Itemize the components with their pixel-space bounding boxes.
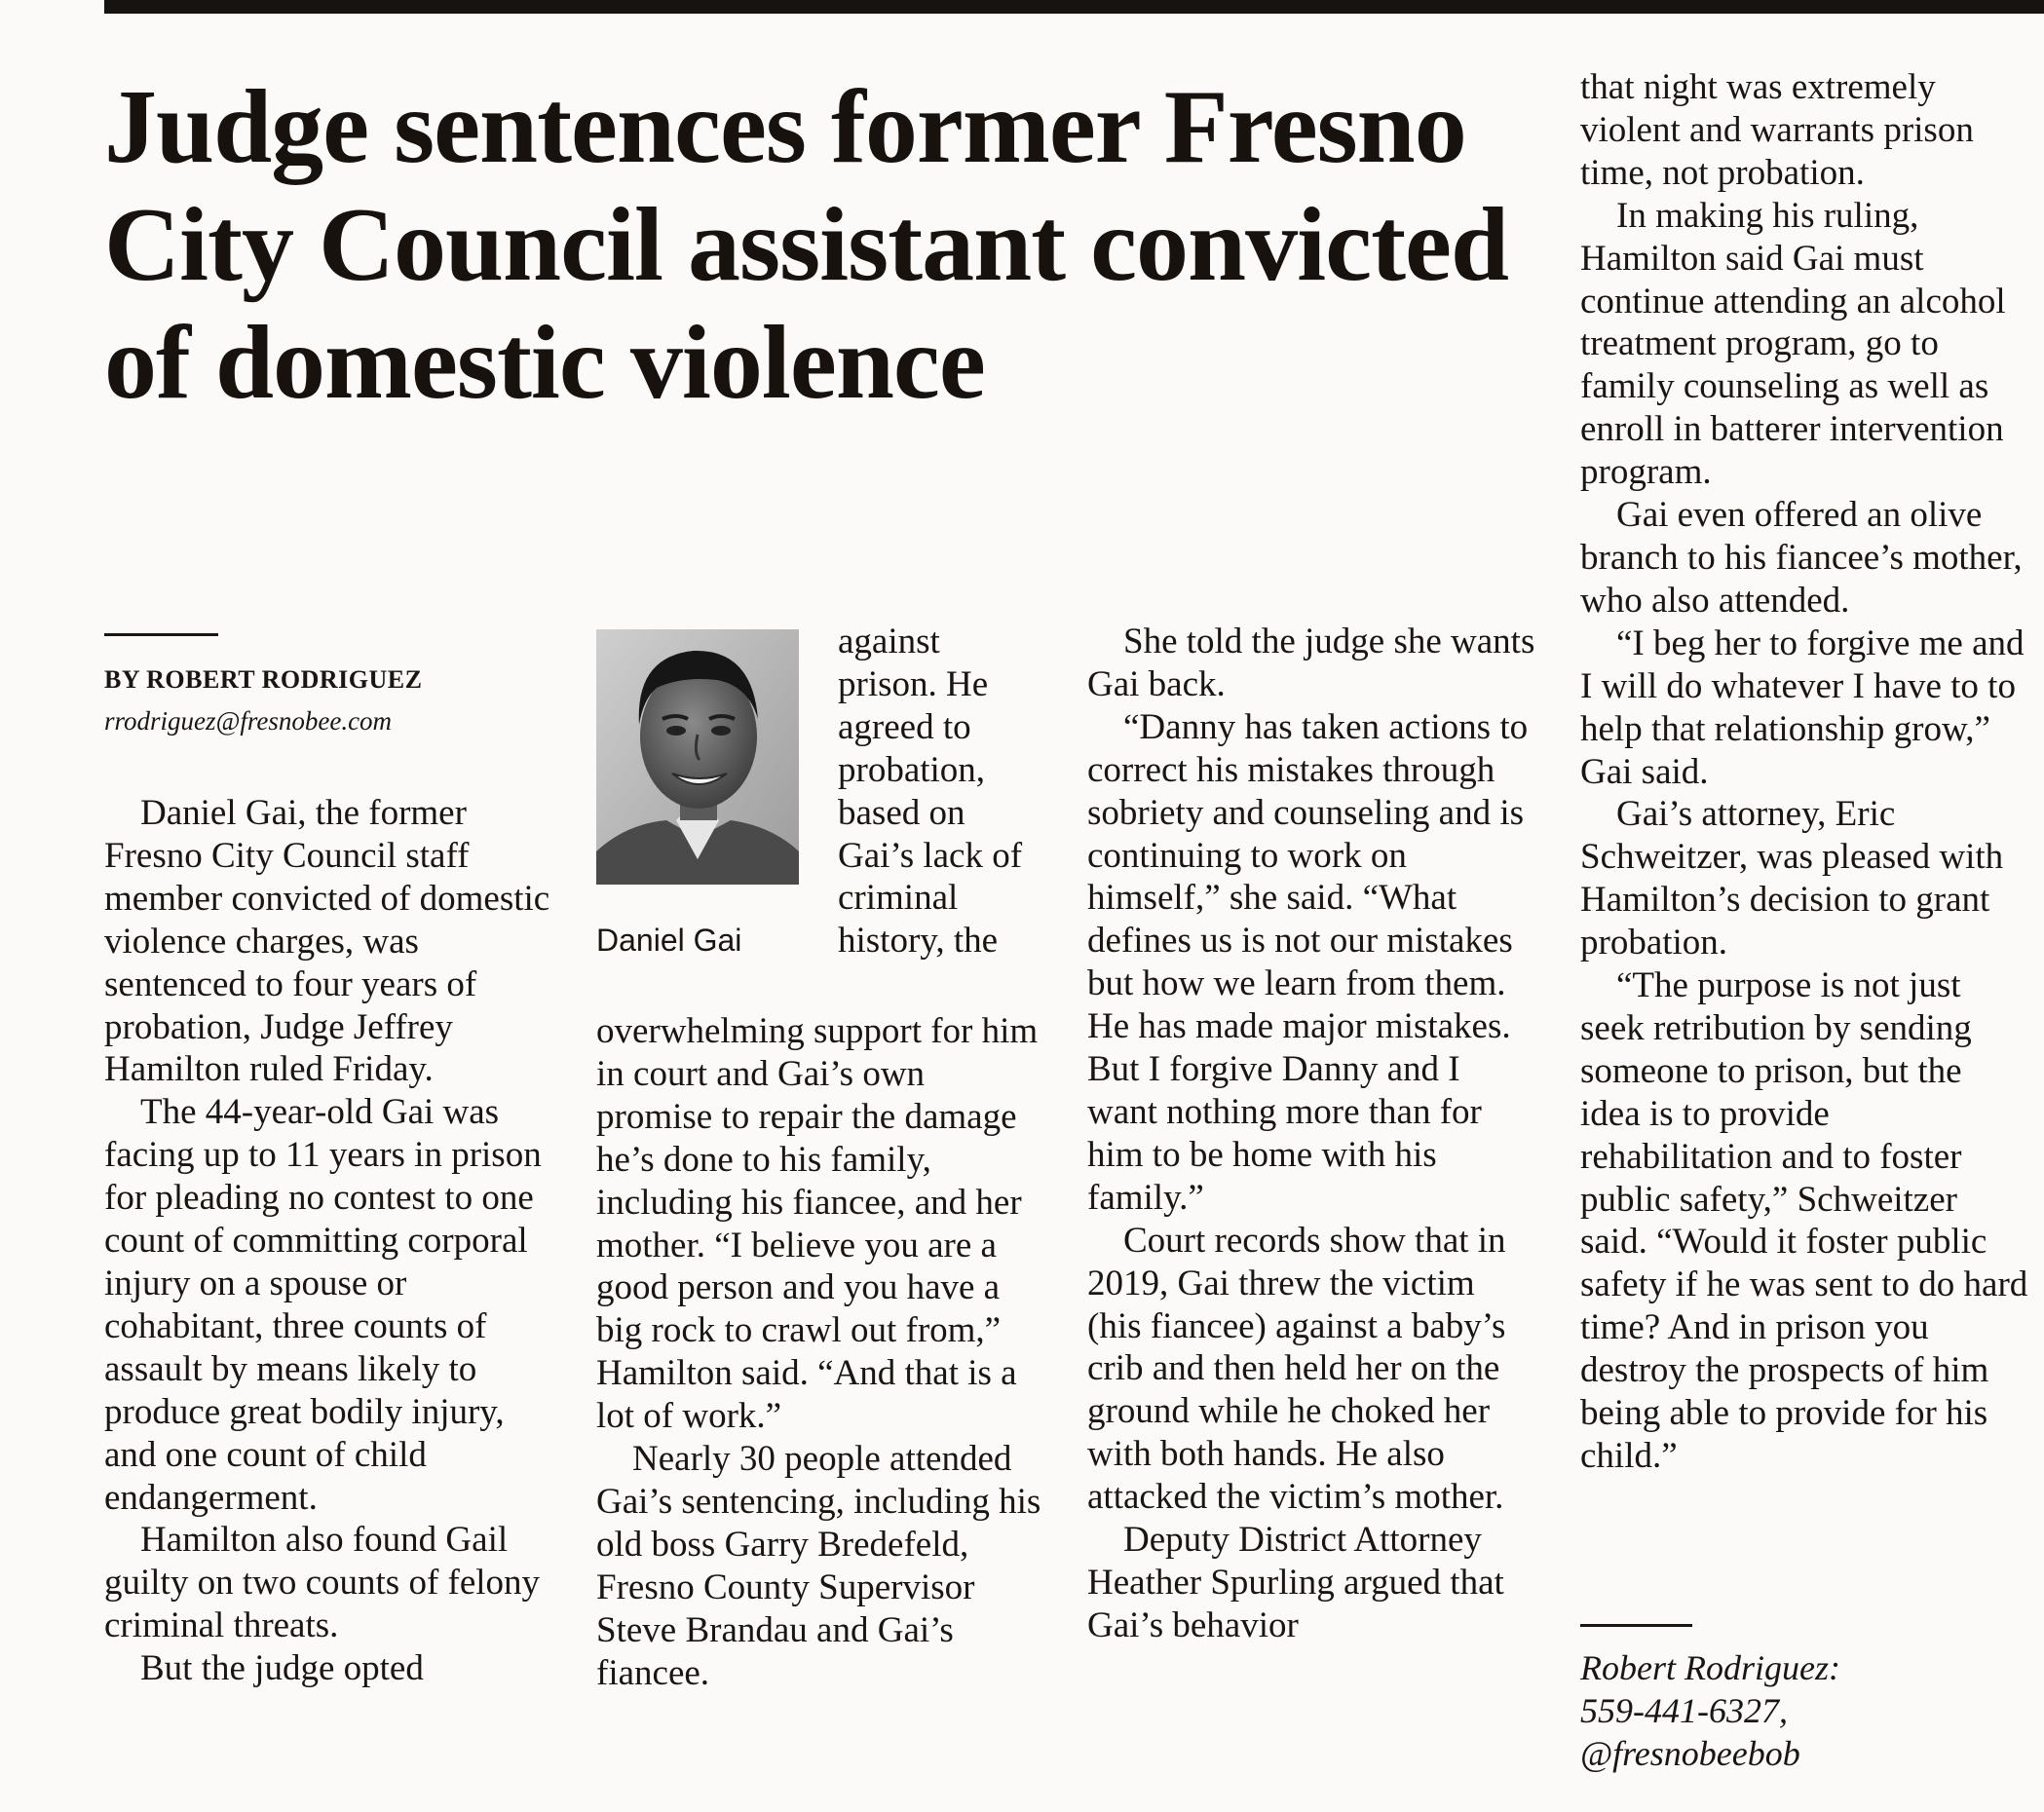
paragraph: Court records show that in 2019, Gai threw the victim (his fiancee) against a baby’s crib and then held her on the ground while he choked her with both hands. He also attacked the victim’s mother. (1087, 1220, 1506, 1518)
paragraph: Deputy District Attorney Heather Spurling argued that Gai’s behavior (1087, 1520, 1504, 1645)
author-email: rrodriguez@fresnobee.com (104, 706, 393, 736)
paragraph: The 44-year-old Gai was facing up to 11 years in prison for pleading no contest to one count of committing corporal injury on a spouse or cohabitant, three counts of assault by means likely to produce great bodily injury, and one count of child endangerment. (104, 1092, 542, 1518)
author-signature (1580, 1646, 1840, 1775)
paragraph: “The purpose is not just seek retribution by sending someone to prison, but the idea is to provide rehabilitation and to foster public safety,” Schweitzer said. “Would it foster public safety if he was sent to do hard time? And in prison you destroy the prospects of him being able to provide for his child.” (1580, 965, 2028, 1476)
paragraph: But the judge opted (140, 1648, 424, 1689)
signature-phone: 559-441-6327, (1580, 1691, 1788, 1730)
paragraph: Hamilton also found Gail guilty on two counts of felony criminal threats. (104, 1520, 541, 1646)
byline: BY ROBERT RODRIGUEZ (104, 665, 423, 694)
column-4 (1580, 66, 2030, 1478)
photo-caption: Daniel Gai (596, 923, 742, 958)
column-1 (104, 792, 550, 1690)
column-3 (1087, 621, 1537, 1647)
signature-name: Robert Rodriguez: (1580, 1648, 1840, 1687)
paragraph: Daniel Gai, the former Fresno City Council staff member convicted of domestic violence charges, was sentenced to four years of probation, Judge Jeffrey Hamilton ruled Friday. (104, 793, 550, 1090)
paragraph: against prison. He agreed to probation, based on Gai’s lack of criminal history, the overwhelming support for him in court and Gai’s own promise to repair the damage he’s done to his family, including his fiancee, and her mother. “I believe you are a good person and you have a big rock to crawl out from,” Hamilton said. “And that is a lot of work.” (596, 622, 1039, 1437)
column-2 (596, 621, 1044, 1695)
top-rule-bar (104, 0, 2044, 14)
signature-handle: @fresnobeebob (1580, 1734, 1800, 1773)
paragraph: Nearly 30 people attended Gai’s sentencing, including his old boss Garry Bredefeld, Fresno County Supervisor Steve Brandau and Gai’s fiancee. (596, 1439, 1041, 1693)
signature-rule (1580, 1624, 1692, 1627)
paragraph: “I beg her to forgive me and I will do whatever I have to to help that relationship grow,” Gai said. (1580, 623, 2025, 792)
paragraph: “Danny has taken actions to correct his mistakes through sobriety and counseling and is continuing to work on himself,” she said. “What defines us is not our mistakes but how we learn from them. He has made major mistakes. But I forgive Danny and I want nothing more than for him to be home with his family.” (1087, 706, 1529, 1218)
paragraph: Gai even offered an olive branch to his fiancee’s mother, who also attended. (1580, 495, 2023, 621)
photo-wrap-spacer (596, 621, 838, 1010)
headline: Judge sentences former Fresno City Council assistant convicted of domestic violence (104, 69, 1509, 421)
paragraph: In making his ruling, Hamilton said Gai must continue attending an alcohol treatment program, go to family counseling as well as enroll in batterer intervention program. (1580, 195, 2006, 493)
byline-rule (104, 633, 218, 636)
paragraph: Gai’s attorney, Eric Schweitzer, was pleased with Hamilton’s decision to grant probation. (1580, 794, 2004, 963)
paragraph: that night was extremely violent and warrants prison time, not probation. (1580, 67, 1974, 193)
paragraph: She told the judge she wants Gai back. (1087, 622, 1535, 704)
